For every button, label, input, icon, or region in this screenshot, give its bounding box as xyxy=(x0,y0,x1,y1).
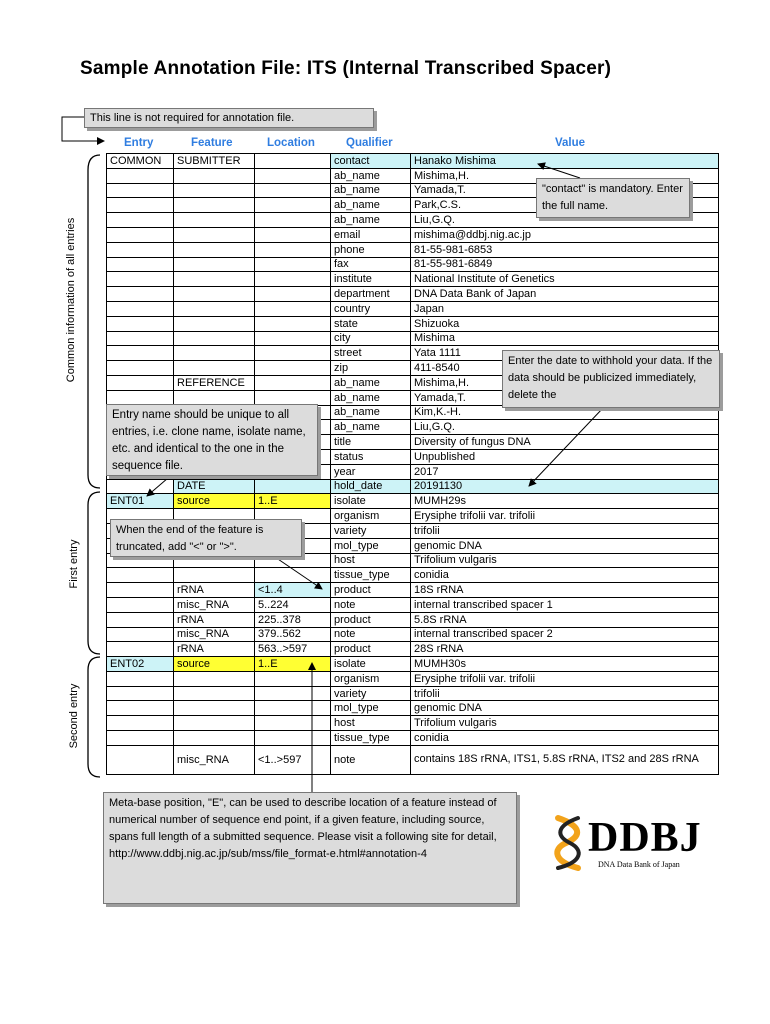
value-cell: 411-8540 xyxy=(411,361,719,376)
feature-cell: SUBMITTER xyxy=(174,154,255,169)
value-cell: Japan xyxy=(411,301,719,316)
truncate-note-text: When the end of the feature is truncated, add "<" or ">". xyxy=(116,524,264,553)
qualifier-cell: ab_name xyxy=(331,405,411,420)
value-cell: Mishima,H. xyxy=(411,168,719,183)
qualifier-cell: ab_name xyxy=(331,213,411,228)
value-cell: conidia xyxy=(411,731,719,746)
value-cell: internal transcribed spacer 1 xyxy=(411,597,719,612)
value-cell: mishima@ddbj.nig.ac.jp xyxy=(411,227,719,242)
qualifier-cell: contact xyxy=(331,154,411,169)
contact-note xyxy=(536,178,690,218)
qualifier-cell: state xyxy=(331,316,411,331)
value-cell: trifolii xyxy=(411,523,719,538)
truncate-note xyxy=(110,519,302,557)
meta-base-note-text: Meta-base position, "E", can be used to describe location of a feature instead of numerical number of sequence end point, if a given feature, including source, spans full length of a submitted sequence. Please visit a following site for detail, http://www.ddbj.nig.ac.jp/sub/mss/file_format-e.html#annotation-4 xyxy=(109,797,497,860)
header-location: Location xyxy=(267,137,315,149)
value-cell: Mishima xyxy=(411,331,719,346)
first-brace xyxy=(88,492,100,654)
qualifier-cell: variety xyxy=(331,686,411,701)
contact-note-text: "contact" is mandatory. Enter the full name. xyxy=(542,183,683,212)
value-cell: Yamada,T. xyxy=(411,183,719,198)
value-cell: Yamada,T. xyxy=(411,390,719,405)
header-entry: Entry xyxy=(124,137,154,149)
value-cell: conidia xyxy=(411,568,719,583)
entry-name-note xyxy=(106,404,318,476)
value-cell: trifolii xyxy=(411,686,719,701)
feature-cell: misc_RNA xyxy=(174,627,255,642)
value-cell: Mishima,H. xyxy=(411,375,719,390)
qualifier-cell: fax xyxy=(331,257,411,272)
value-cell: Liu,G.Q. xyxy=(411,213,719,228)
qualifier-cell: year xyxy=(331,464,411,479)
feature-cell: REFERENCE xyxy=(174,375,255,390)
entry-cell: ENT01 xyxy=(107,494,174,509)
hold-date-note xyxy=(502,350,720,408)
location-cell: <1..4 xyxy=(255,583,331,598)
value-cell: 81-55-981-6849 xyxy=(411,257,719,272)
value-cell: 28S rRNA xyxy=(411,642,719,657)
location-cell: 1..E xyxy=(255,657,331,672)
entry-cell: ENT02 xyxy=(107,657,174,672)
entry-cell: COMMON xyxy=(107,154,174,169)
feature-cell: rRNA xyxy=(174,612,255,627)
feature-cell: misc_RNA xyxy=(174,597,255,612)
ddbj-logo-text: DDBJ xyxy=(588,815,702,861)
feature-cell: misc_RNA xyxy=(174,745,255,774)
hold-date-pointer xyxy=(529,408,603,486)
qualifier-cell: hold_date xyxy=(331,479,411,494)
value-cell: MUMH30s xyxy=(411,657,719,672)
qualifier-cell: ab_name xyxy=(331,375,411,390)
value-cell: contains 18S rRNA, ITS1, 5.8S rRNA, ITS2 and 28S rRNA xyxy=(411,745,719,774)
qualifier-cell: ab_name xyxy=(331,420,411,435)
feature-cell: DATE xyxy=(174,479,255,494)
value-cell: 2017 xyxy=(411,464,719,479)
value-cell: 5.8S rRNA xyxy=(411,612,719,627)
qualifier-cell: country xyxy=(331,301,411,316)
value-cell: Erysiphe trifolii var. trifolii xyxy=(411,671,719,686)
value-cell: Liu,G.Q. xyxy=(411,420,719,435)
feature-cell: source xyxy=(174,494,255,509)
value-cell: Hanako Mishima xyxy=(411,154,719,169)
value-cell: genomic DNA xyxy=(411,538,719,553)
value-cell: Yata 1111 xyxy=(411,346,719,361)
location-cell: 225..378 xyxy=(255,612,331,627)
feature-cell: rRNA xyxy=(174,583,255,598)
qualifier-cell: ab_name xyxy=(331,390,411,405)
qualifier-cell: note xyxy=(331,745,411,774)
value-cell: DNA Data Bank of Japan xyxy=(411,287,719,302)
qualifier-cell: note xyxy=(331,627,411,642)
qualifier-cell: note xyxy=(331,597,411,612)
side-label-second: Second entry xyxy=(68,683,80,749)
qualifier-cell: title xyxy=(331,435,411,450)
qualifier-cell: organism xyxy=(331,509,411,524)
qualifier-cell: zip xyxy=(331,361,411,376)
ddbj-helix-icon xyxy=(548,814,590,872)
qualifier-cell: tissue_type xyxy=(331,568,411,583)
value-cell: Kim,K.-H. xyxy=(411,405,719,420)
value-cell: Trifolium vulgaris xyxy=(411,553,719,568)
common-brace xyxy=(88,155,100,488)
qualifier-cell: product xyxy=(331,612,411,627)
entry-name-note-text: Entry name should be unique to all entries, i.e. clone name, isolate name, etc. and identical to the one in the sequence file. xyxy=(112,409,306,472)
location-cell: 563..>597 xyxy=(255,642,331,657)
qualifier-cell: variety xyxy=(331,523,411,538)
qualifier-cell: department xyxy=(331,287,411,302)
qualifier-cell: isolate xyxy=(331,657,411,672)
page-title: Sample Annotation File: ITS (Internal Transcribed Spacer) xyxy=(80,58,612,79)
qualifier-cell: isolate xyxy=(331,494,411,509)
contact-pointer xyxy=(538,164,580,178)
qualifier-cell: host xyxy=(331,553,411,568)
qualifier-cell: product xyxy=(331,642,411,657)
feature-cell: source xyxy=(174,657,255,672)
value-cell: Erysiphe trifolii var. trifolii xyxy=(411,509,719,524)
meta-base-note xyxy=(103,792,517,904)
value-cell: Unpublished xyxy=(411,449,719,464)
location-cell: <1..>597 xyxy=(255,745,331,774)
side-label-first: First entry xyxy=(68,539,80,589)
qualifier-cell: product xyxy=(331,583,411,598)
qualifier-cell: phone xyxy=(331,242,411,257)
location-cell: 379..562 xyxy=(255,627,331,642)
value-cell: National Institute of Genetics xyxy=(411,272,719,287)
qualifier-cell: organism xyxy=(331,671,411,686)
hold-date-note-text: Enter the date to withhold your data. If the data should be publicized immediately, delete the xyxy=(508,355,713,401)
value-cell: Shizuoka xyxy=(411,316,719,331)
value-cell: 18S rRNA xyxy=(411,583,719,598)
header-pointer-line xyxy=(62,117,104,141)
qualifier-cell: host xyxy=(331,716,411,731)
value-cell: MUMH29s xyxy=(411,494,719,509)
location-cell: 5..224 xyxy=(255,597,331,612)
value-cell: genomic DNA xyxy=(411,701,719,716)
side-label-common: Common information of all entries xyxy=(65,217,77,383)
qualifier-cell: mol_type xyxy=(331,701,411,716)
value-cell: Trifolium vulgaris xyxy=(411,716,719,731)
qualifier-cell: street xyxy=(331,346,411,361)
ddbj-logo-subtitle: DNA Data Bank of Japan xyxy=(598,860,680,869)
value-cell: Diversity of fungus DNA xyxy=(411,435,719,450)
qualifier-cell: city xyxy=(331,331,411,346)
ddbj-logo xyxy=(548,814,718,874)
qualifier-cell: institute xyxy=(331,272,411,287)
qualifier-cell: ab_name xyxy=(331,168,411,183)
feature-cell: rRNA xyxy=(174,642,255,657)
value-cell: 20191130 xyxy=(411,479,719,494)
header-qualifier: Qualifier xyxy=(346,137,393,149)
header-value: Value xyxy=(555,137,586,149)
header-note-text: This line is not required for annotation file. xyxy=(90,112,295,124)
qualifier-cell: ab_name xyxy=(331,183,411,198)
qualifier-cell: email xyxy=(331,227,411,242)
location-cell: 1..E xyxy=(255,494,331,509)
qualifier-cell: tissue_type xyxy=(331,731,411,746)
value-cell: Park,C.S. xyxy=(411,198,719,213)
qualifier-cell: status xyxy=(331,449,411,464)
truncate-pointer xyxy=(272,555,322,589)
header-feature: Feature xyxy=(191,137,233,149)
qualifier-cell: mol_type xyxy=(331,538,411,553)
qualifier-cell: ab_name xyxy=(331,198,411,213)
value-cell: internal transcribed spacer 2 xyxy=(411,627,719,642)
entry-pointer xyxy=(147,478,168,496)
second-brace xyxy=(88,657,100,777)
value-cell: 81-55-981-6853 xyxy=(411,242,719,257)
